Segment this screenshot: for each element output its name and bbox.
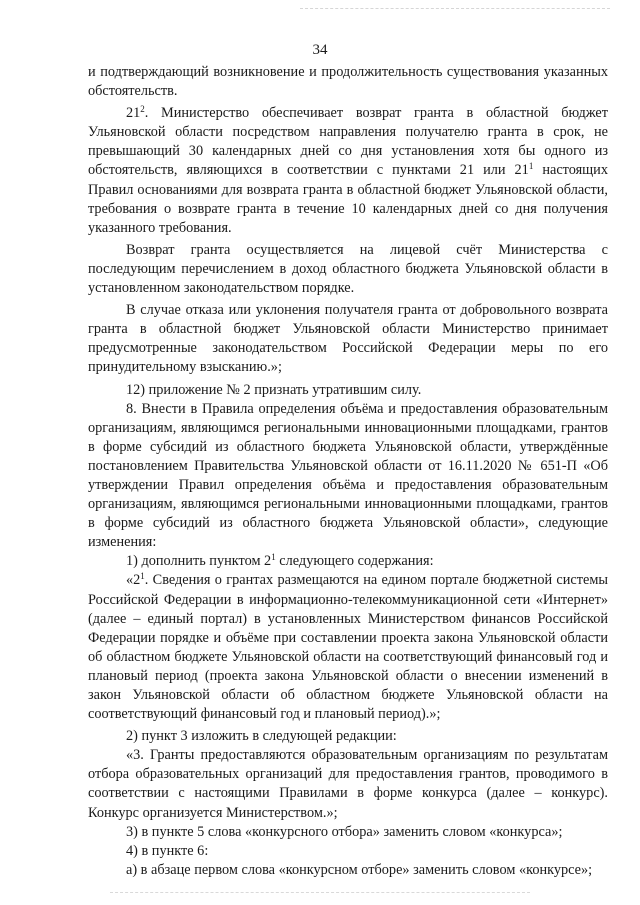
paragraph-6: 8. Внести в Правила определения объёма и предоставления образовательным организациям, являющимся региональными инновационными площадками, грантов в форме субсидий из областного бюджета Ульяновской области, утверждённые постановлением Правительства Ульяновской области от 16.11.2020 № 651-П «Об утверждении Правил определения объёма и предоставления образовательным организациям, являющимся региональными инновационными площадками, грантов в форме субсидий из областного бюджета Ульяновской области», следующие изменения:: [88, 400, 608, 551]
paragraph-10: «3. Гранты предоставляются образовательным организациям по результатам отбора образовательных организаций для предоставления грантов, проводимого в соответствии с настоящими Правилами в форме конкурса (далее – конкурс). Конкурс организуется Министерством.»;: [88, 747, 608, 821]
paragraph-12: 4) в пункте 6:: [126, 842, 209, 859]
paragraph-7: 1) дополнить пунктом $2^1$ следующего содержания:: [126, 552, 434, 570]
page-number: 34: [312, 42, 328, 58]
paragraph-4: В случае отказа или уклонения получателя гранта от добровольного возврата гранта в областной бюджет Ульяновской области Министерство принимает предусмотренные законодательством Российской Федерации меры по его принудительному взысканию.»;: [88, 302, 608, 376]
document-body: [88, 63, 608, 880]
scan-artifact-top: [300, 8, 610, 9]
paragraph-11: 3) в пункте 5 слова «конкурсного отбора» заменить словом «конкурса»;: [126, 823, 563, 840]
scan-artifact-bottom: [110, 892, 530, 893]
paragraph-5: 12) приложение № 2 признать утратившим силу.: [126, 381, 422, 398]
paragraph-3: Возврат гранта осуществляется на лицевой счёт Министерства с последующим перечислением в доход областного бюджета Ульяновской области в установленном законодательством порядке.: [88, 241, 608, 297]
paragraph-13: а) в абзаце первом слова «конкурсном отборе» заменить словом «конкурсе»;: [126, 861, 593, 878]
paragraph-9: 2) пункт 3 изложить в следующей редакции:: [126, 728, 397, 745]
paragraph-2: $21^2$. Министерство обеспечивает возврат гранта в областной бюджет Ульяновской области посредством направления получателю гранта в срок, не превышающий 30 календарных дней со дня установления хотя бы одного из обстоятельств, являющихся в соответствии с пунктами 21 или $21^1$ настоящих Правил основаниями для возврата гранта в областной бюджет Ульяновской области, требования о возврате гранта в течение 10 календарных дней со дня получения указанного требования.: [88, 104, 608, 236]
paragraph-1: и подтверждающий возникновение и продолжительность существования указанных обстоятельств.: [88, 64, 608, 100]
paragraph-8: «$2^1$. Сведения о грантах размещаются на едином портале бюджетной системы Российской Федерации в информационно-телекоммуникационной сети «Интернет» (далее – единый портал) в установленных Министерством финансов Российской Федерации порядке и объёме при составлении проекта закона Ульяновской области об областном бюджете Ульяновской области на соответствующий финансовый год и плановый период (проекта закона Ульяновской области о внесении изменений в закон Ульяновской области об областном бюджете Ульяновской области на соответствующий финансовый год и плановый период).»;: [88, 571, 608, 723]
